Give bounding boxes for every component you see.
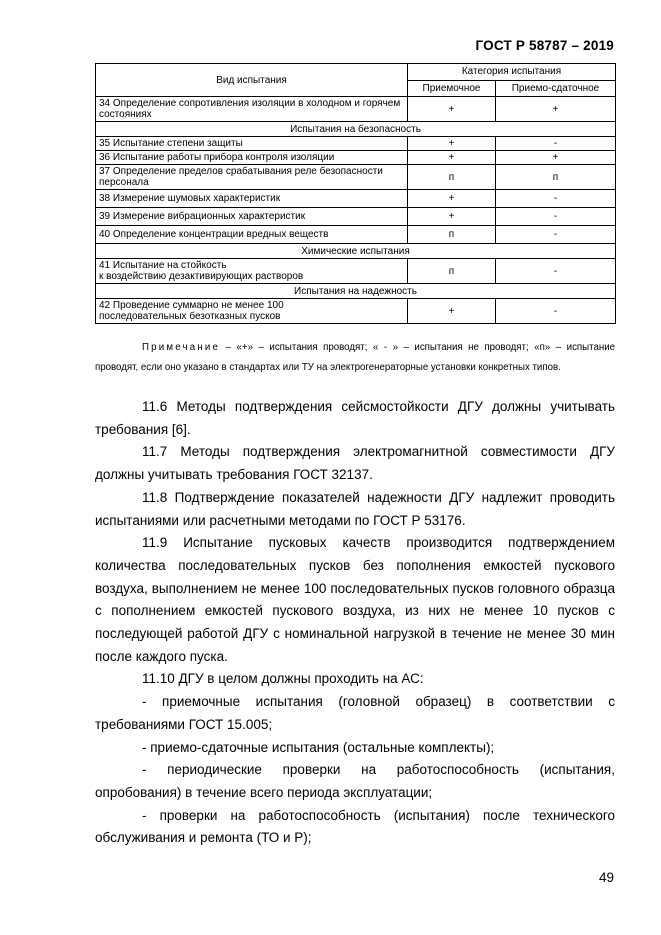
test-name: 39 Измерение вибрационных характеристик [96, 208, 408, 226]
acceptance-mark: + [408, 97, 496, 122]
table-row [96, 137, 616, 151]
test-name [96, 259, 408, 284]
acceptance-mark: п [408, 226, 496, 244]
section-title-safety: Испытания на безопасность [96, 122, 616, 137]
test-name: 34 Определение сопротивления изоляции в холодном и горячем состояниях [96, 97, 408, 122]
document-code: ГОСТ Р 58787 – 2019 [475, 38, 614, 53]
delivery-mark: - [496, 299, 616, 324]
delivery-mark: п [496, 165, 616, 190]
delivery-mark: + [496, 97, 616, 122]
table-header-row [96, 64, 616, 81]
acceptance-mark: п [408, 165, 496, 190]
header-category: Категория испытания [408, 64, 616, 81]
acceptance-mark: + [408, 190, 496, 208]
list-item: - приемочные испытания (головной образец) в соответствии с требованиями ГОСТ 15.005; [95, 694, 615, 732]
header-acceptance: Приемочное [408, 80, 496, 97]
paragraph-11-8: 11.8 Подтверждение показателей надежности ДГУ надлежит проводить испытаниями или расчетными методами по ГОСТ Р 53176. [95, 489, 615, 528]
test-name: 38 Измерение шумовых характеристик [96, 190, 408, 208]
table-row [96, 226, 616, 244]
list-item: - периодические проверки на работоспособность (испытания, опробования) в течение всего периода эксплуатации; [95, 762, 615, 800]
table-note [95, 338, 615, 378]
table-section-row [96, 284, 616, 299]
list-item: - приемо-сдаточные испытания (остальные комплекты); [142, 739, 495, 755]
table-row [96, 259, 616, 284]
delivery-mark: + [496, 151, 616, 165]
table-section-row [96, 244, 616, 259]
test-name-line: 42 Проведение суммарно не менее 100 [99, 300, 284, 311]
test-name-line: последовательных безотказных пусков [99, 311, 281, 322]
section-title-reliability: Испытания на надежность [96, 284, 616, 299]
note-label: Примечание [142, 342, 221, 353]
acceptance-mark: + [408, 137, 496, 151]
test-name: 36 Испытание работы прибора контроля изоляции [96, 151, 408, 165]
header-test-type: Вид испытания [96, 64, 408, 97]
acceptance-mark: п [408, 259, 496, 284]
table-row [96, 208, 616, 226]
paragraph-11-10: 11.10 ДГУ в целом должны проходить на АС: [142, 671, 424, 687]
test-name: 35 Испытание степени защиты [96, 137, 408, 151]
delivery-mark: - [496, 259, 616, 284]
test-name: 40 Определение концентрации вредных веществ [96, 226, 408, 244]
table-row [96, 190, 616, 208]
test-name [96, 299, 408, 324]
table-row [96, 97, 616, 122]
paragraph-11-6: 11.6 Методы подтверждения сейсмостойкости ДГУ должны учитывать требования [6]. [95, 399, 615, 437]
table-row [96, 151, 616, 165]
note-text: – «+» – испытания проводят; « - » – испытания не проводят; «п» – испытание проводят, если оно указано в стандартах или ТУ на электрогенераторные установки конкретных типов. [95, 342, 615, 373]
test-name: 37 Определение пределов срабатывания реле безопасности персонала [96, 165, 408, 190]
table-row [96, 299, 616, 324]
paragraph-11-9: 11.9 Испытание пусковых качеств производится подтверждением количества последовательных пусков без пополнения емкостей пускового воздуха, выполнением не менее 100 последовательных пусков головного образца с пополнением емкостей пускового воздуха, из них не менее 10 пусков с последующей работой ДГУ с номинальной нагрузкой в течение не менее 30 мин после каждого пуска. [95, 535, 615, 664]
paragraph-11-7: 11.7 Методы подтверждения электромагнитной совместимости ДГУ должны учитывать требования ГОСТ 32137. [95, 444, 615, 483]
section-title-chemical: Химические испытания [96, 244, 616, 259]
acceptance-mark: + [408, 151, 496, 165]
test-category-table [95, 63, 616, 324]
page-number: 49 [598, 870, 614, 885]
acceptance-mark: + [408, 299, 496, 324]
test-name-line: к воздействию дезактивирующих растворов [99, 271, 304, 282]
delivery-mark: - [496, 208, 616, 226]
delivery-mark: - [496, 190, 616, 208]
body-text [95, 396, 615, 850]
list-item: - проверки на работоспособность (испытания) после технического обслуживания и ремонта (ТО и Р); [95, 807, 615, 846]
table-row [96, 165, 616, 190]
header-delivery: Приемо-сдаточное [496, 80, 616, 97]
test-name-line: 41 Испытание на стойкость [99, 260, 227, 271]
table-section-row [96, 122, 616, 137]
delivery-mark: - [496, 226, 616, 244]
delivery-mark: - [496, 137, 616, 151]
acceptance-mark: + [408, 208, 496, 226]
